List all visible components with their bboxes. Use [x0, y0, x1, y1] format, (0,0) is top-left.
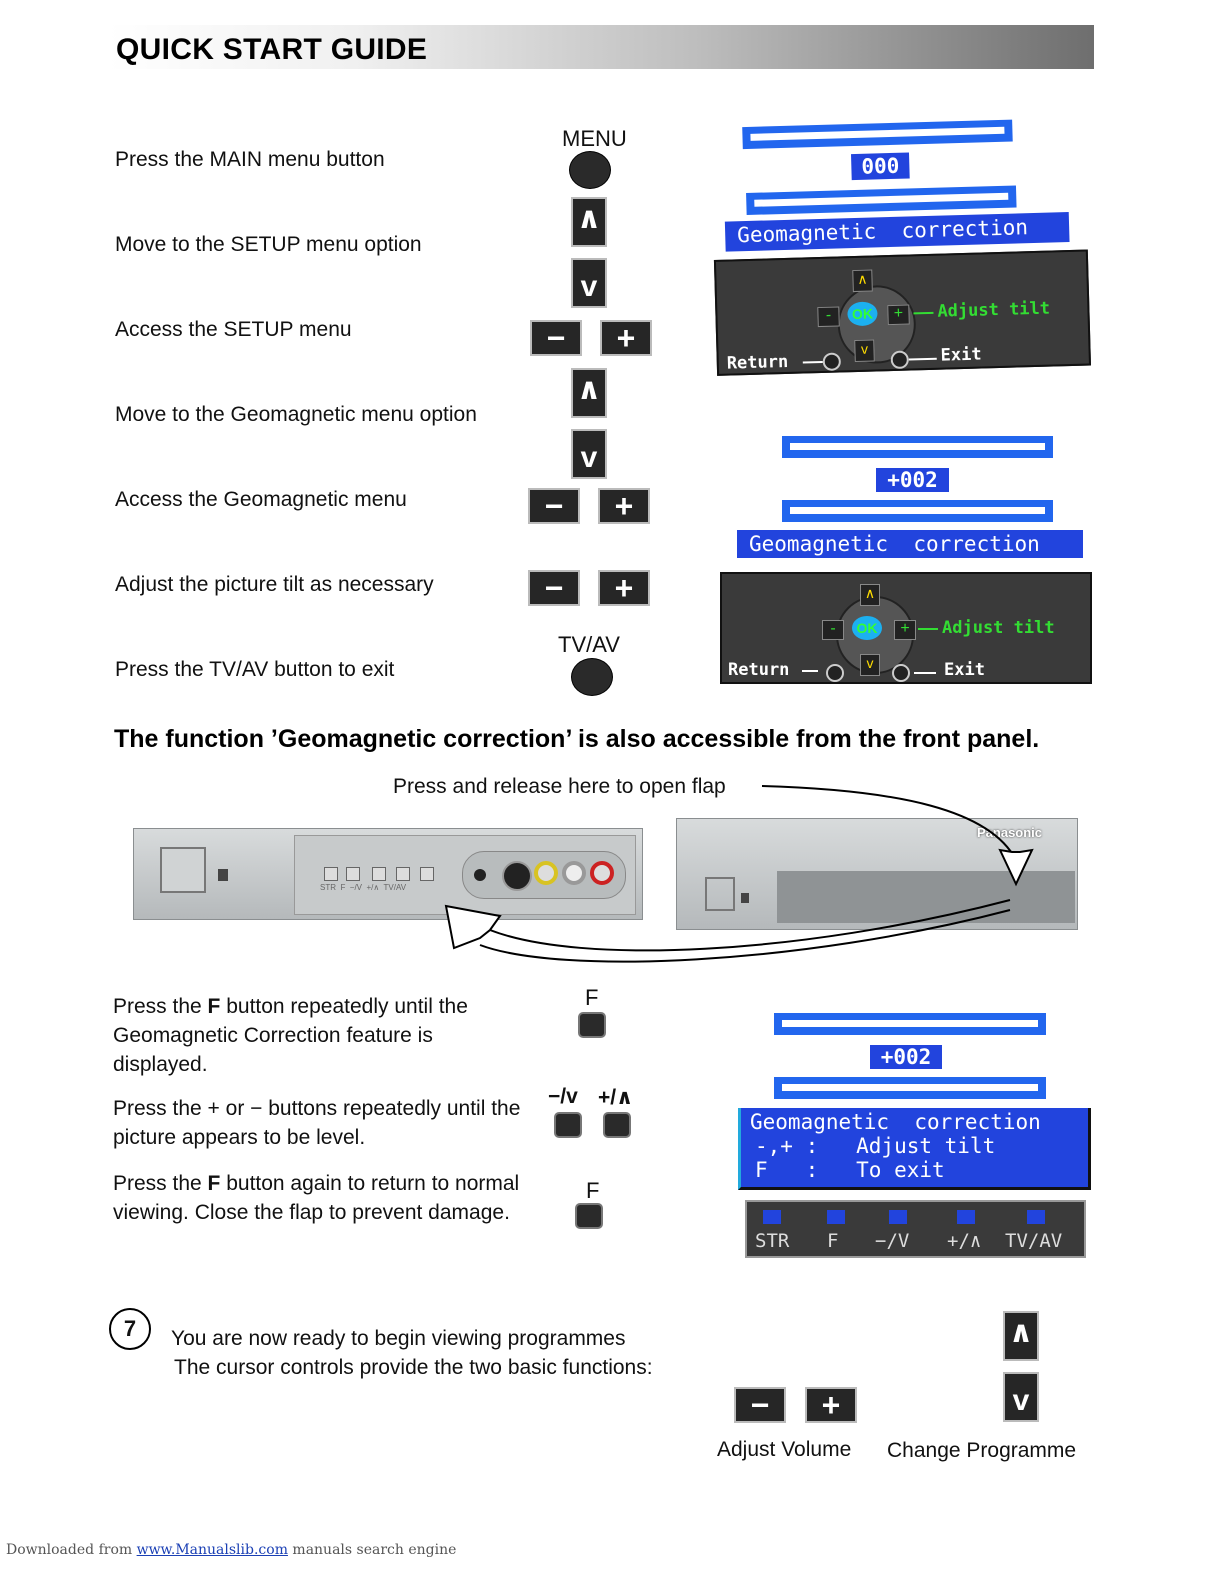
pad-plus-icon: +	[894, 620, 916, 640]
plus-up-label: +/∧	[598, 1086, 634, 1109]
programme-up-button[interactable]: ∧	[1003, 1311, 1039, 1361]
step-number-badge: 7	[109, 1308, 151, 1350]
page-title: QUICK START GUIDE	[116, 33, 428, 66]
osd3-button-legend	[745, 1200, 1086, 1258]
step7-line2: The cursor controls provide the two basic functions:	[174, 1356, 653, 1379]
step-move-setup: Move to the SETUP menu option	[115, 233, 422, 256]
osd2-exit-label: Exit	[944, 660, 985, 680]
legend-tvav: TV/AV	[1005, 1230, 1063, 1252]
osd2-adjust-label: Adjust tilt	[942, 618, 1055, 638]
f-step-2: Press the + or − buttons repeatedly until the picture appears to be level.	[113, 1097, 521, 1149]
legend-plus-up: +/∧	[947, 1230, 982, 1252]
osd3-info-box	[738, 1108, 1091, 1190]
pad-down-icon: v	[860, 654, 880, 676]
pad-minus-icon: -	[817, 306, 840, 327]
down-button[interactable]: v	[571, 429, 607, 479]
step-access-geomagnetic: Access the Geomagnetic menu	[115, 488, 407, 511]
step-exit: Press the TV/AV button to exit	[115, 658, 395, 681]
footer: Downloaded from www.Manualslib.com manuals search engine	[6, 1542, 457, 1558]
osd-title: Geomagnetic correction	[725, 212, 1070, 252]
osd3-line1: -,+ : Adjust tilt	[741, 1134, 1081, 1158]
change-programme-label: Change Programme	[887, 1439, 1077, 1462]
plus-button[interactable]: +	[600, 320, 652, 356]
osd-adjust-label: Adjust tilt	[937, 298, 1051, 322]
f-button[interactable]	[578, 1012, 606, 1038]
minus-button[interactable]: −	[530, 320, 582, 356]
plus-button[interactable]: +	[598, 570, 650, 606]
legend-minus-v: −/V	[875, 1230, 910, 1252]
adjust-volume-label: Adjust Volume	[717, 1438, 852, 1461]
pad-ok-icon: OK	[847, 301, 878, 326]
f-step-1: Press the F button repeatedly until the Geomagnetic Correction feature is displayed.	[113, 995, 468, 1076]
pad-minus-icon: -	[822, 620, 844, 640]
step-access-setup: Access the SETUP menu	[115, 318, 352, 341]
volume-plus-button[interactable]: +	[805, 1387, 857, 1423]
osd2-value: +002	[876, 468, 949, 492]
minus-v-button[interactable]	[554, 1112, 582, 1138]
minus-v-label: −/v	[548, 1085, 578, 1108]
down-button[interactable]: v	[571, 258, 607, 308]
programme-down-button[interactable]: v	[1003, 1372, 1039, 1422]
pad-ok-icon: OK	[852, 616, 882, 640]
minus-button[interactable]: −	[528, 570, 580, 606]
front-panel-heading: The function ’Geomagnetic correction’ is also accessible from the front panel.	[114, 725, 1040, 753]
legend-f: F	[827, 1230, 839, 1252]
front-panel-button-labels: STR F −/V +/∧ TV/AV	[320, 883, 407, 892]
pad-up-icon: ∧	[852, 270, 873, 293]
osd-exit-label: Exit	[940, 344, 982, 366]
step-move-geomagnetic: Move to the Geomagnetic menu option	[115, 403, 477, 426]
osd3-value: +002	[870, 1045, 942, 1069]
osd3-title: Geomagnetic correction	[741, 1108, 1081, 1136]
up-button[interactable]: ∧	[571, 197, 607, 247]
osd3-line2: F : To exit	[741, 1158, 1081, 1182]
tvav-label: TV/AV	[558, 632, 620, 657]
osd3-bar-top	[774, 1013, 1046, 1035]
plus-button[interactable]: +	[598, 488, 650, 524]
plus-up-button[interactable]	[603, 1112, 631, 1138]
pad-up-icon: ∧	[860, 584, 880, 606]
f-label: F	[586, 1178, 600, 1203]
f-step-3: Press the F button again to return to normal viewing. Close the flap to prevent damage.	[113, 1172, 520, 1224]
legend-str: STR	[755, 1230, 790, 1252]
step-adjust-tilt: Adjust the picture tilt as necessary	[115, 573, 434, 596]
up-button[interactable]: ∧	[571, 368, 607, 418]
step-main-menu: Press the MAIN menu button	[115, 148, 385, 171]
f-button[interactable]	[575, 1203, 603, 1229]
osd2-return-label: Return	[728, 660, 790, 680]
menu-label: MENU	[562, 126, 627, 151]
volume-minus-button[interactable]: −	[734, 1387, 786, 1423]
pad-plus-icon: +	[887, 305, 910, 326]
osd-value: 000	[851, 152, 910, 180]
footer-link[interactable]: www.Manualslib.com	[136, 1542, 288, 1558]
pad-down-icon: v	[854, 340, 875, 363]
step7-line1: You are now ready to begin viewing programmes	[171, 1327, 626, 1350]
minus-button[interactable]: −	[528, 488, 580, 524]
osd-return-label: Return	[726, 351, 789, 374]
brand-logo: Panasonic	[977, 825, 1043, 840]
osd3-bar-bottom	[774, 1077, 1046, 1099]
f-label: F	[585, 985, 599, 1010]
flap-instruction: Press and release here to open flap	[393, 775, 726, 798]
osd2-title: Geomagnetic correction	[737, 530, 1083, 558]
